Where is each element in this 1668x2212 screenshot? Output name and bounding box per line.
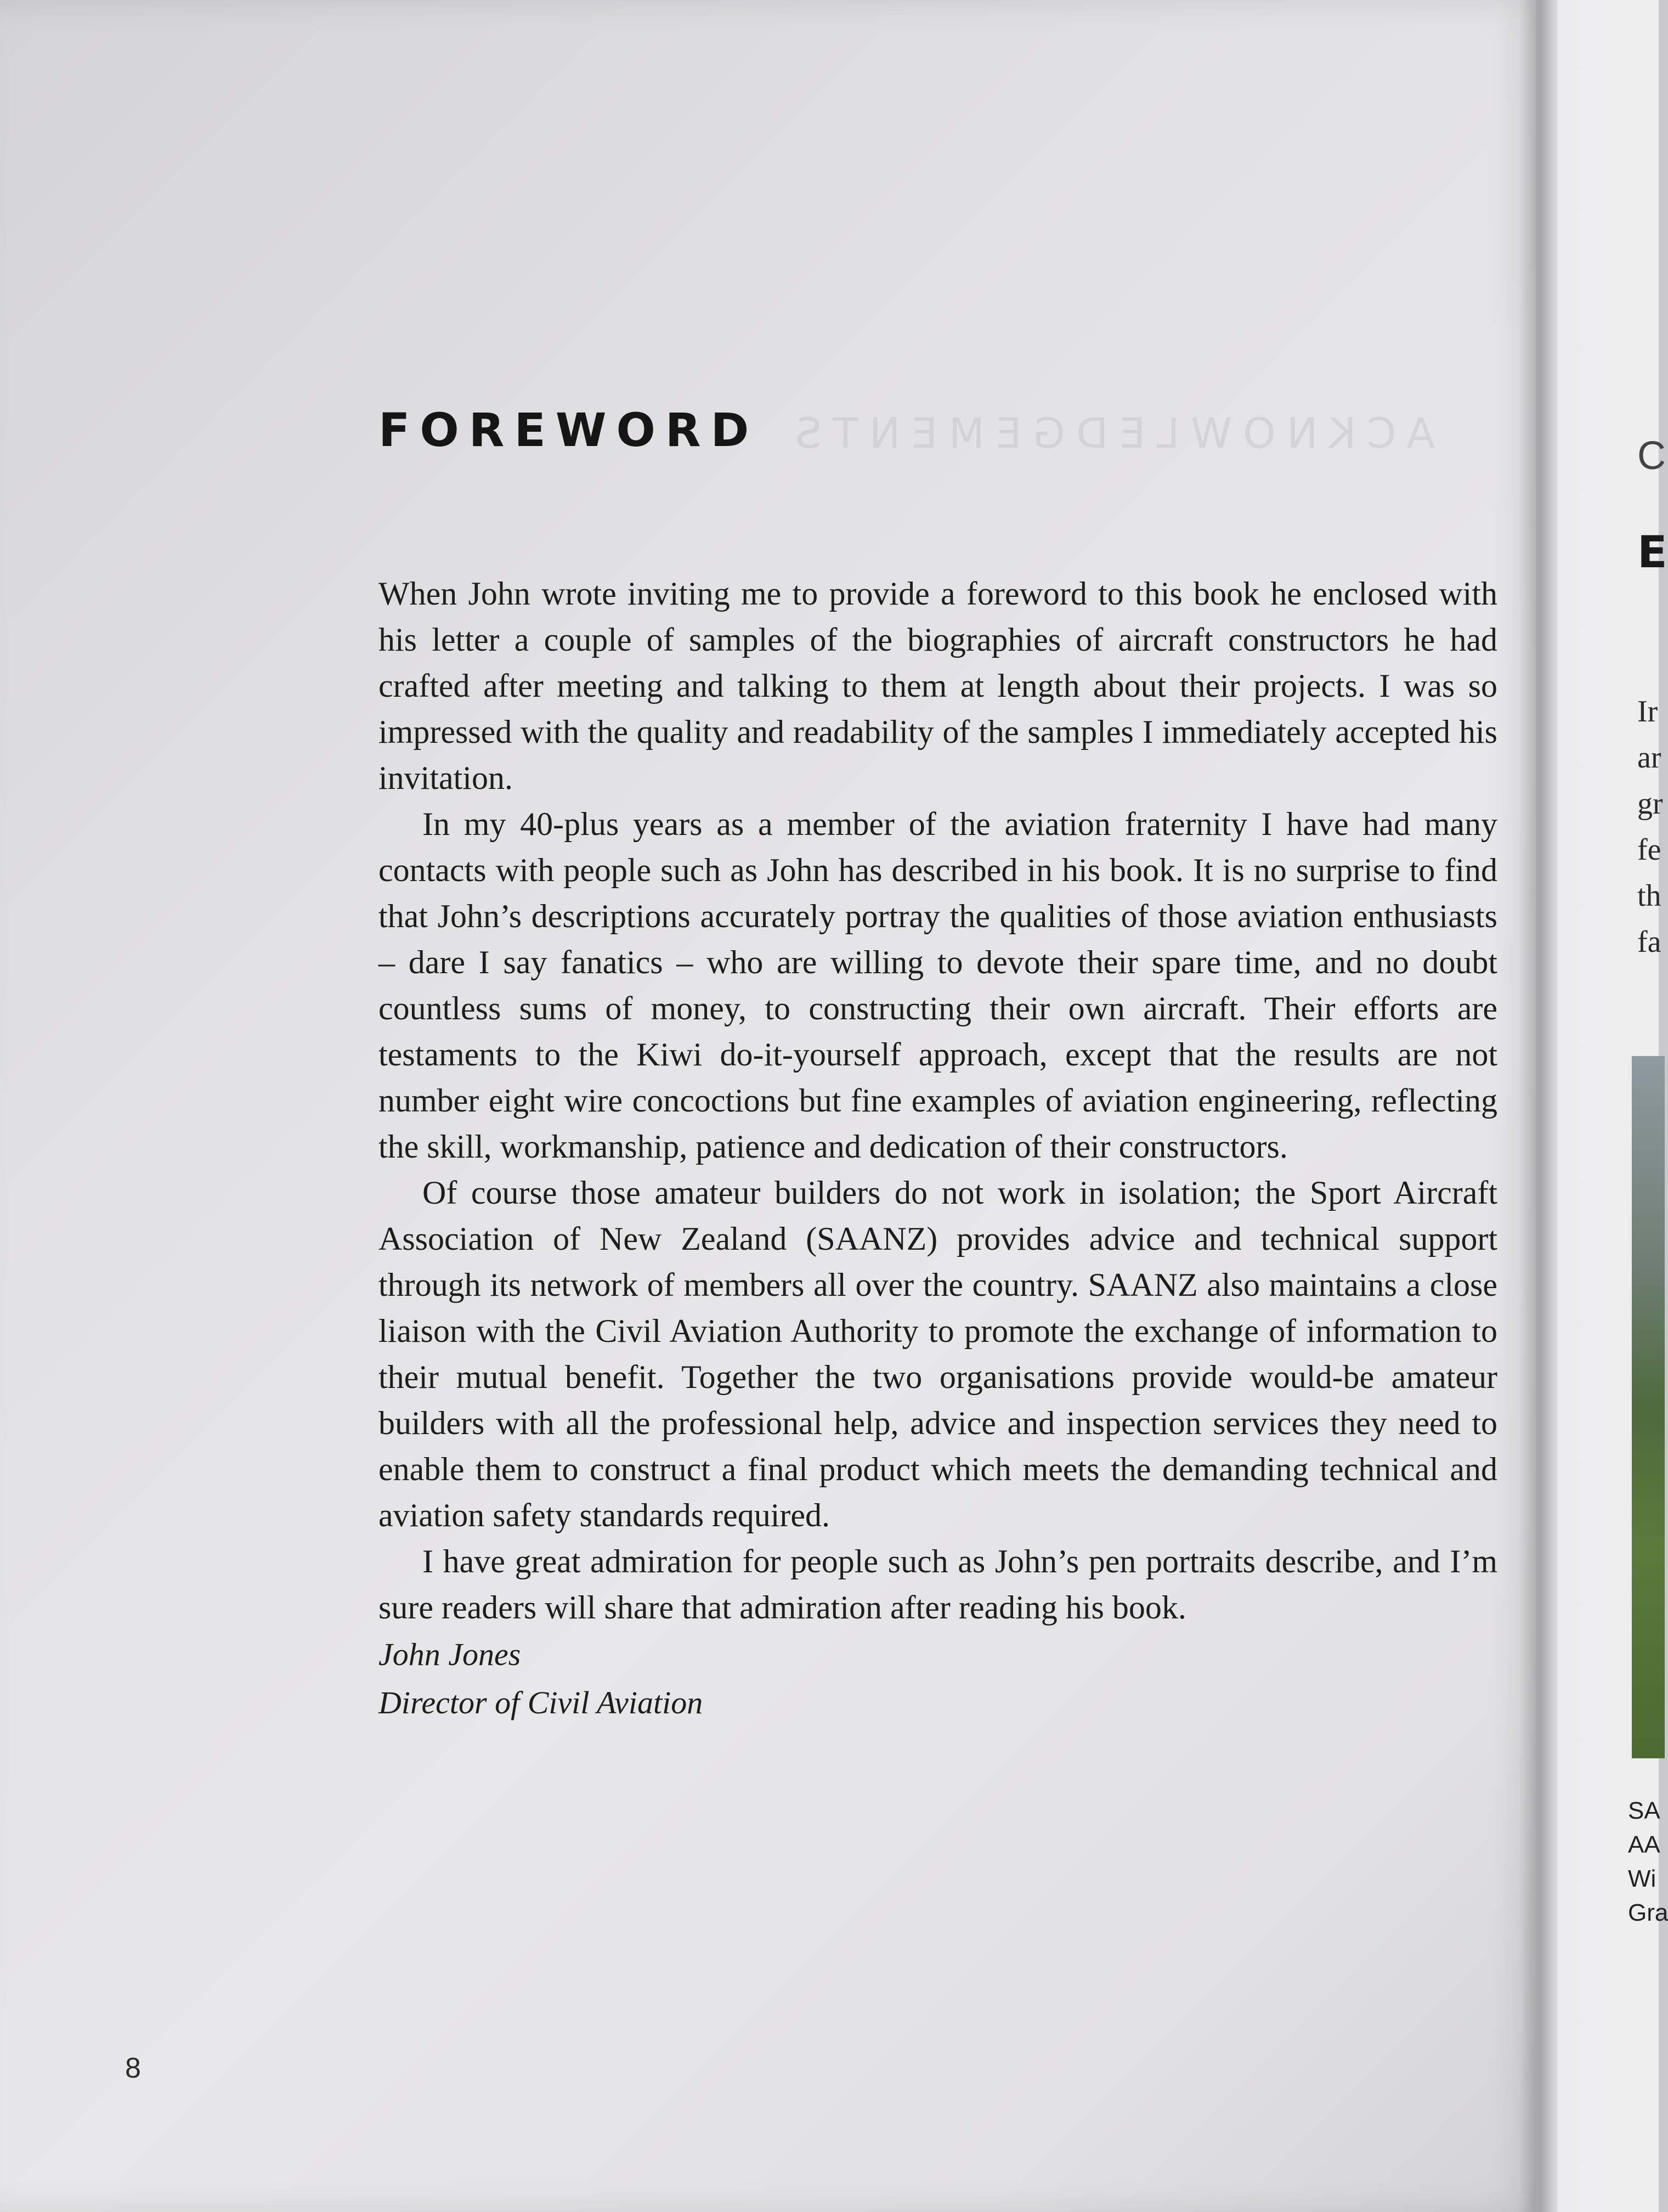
facing-line: gr — [1637, 787, 1663, 821]
caption-line: Gra — [1628, 1899, 1668, 1926]
facing-page-subheading: E — [1637, 527, 1667, 578]
facing-line: fe — [1637, 833, 1661, 867]
book-gutter — [1519, 0, 1558, 2212]
caption-line: SA — [1628, 1797, 1660, 1824]
caption-line: AA — [1628, 1831, 1660, 1858]
paragraph-3: Of course those amateur builders do not work in isolation; the Sport Aircraft Association of New Zealand (SAANZ) provides advice and technical support through its network of members all over the country. SAANZ also maintains a close liaison with the Civil Aviation Authority to promote the exchange of information to their mutual benefit. Together the two organisations provide would-be amateur builders with all the professional help, advice and inspection services they need to enable them to construct a final product which meets the demanding technical and aviation safety standards required. — [378, 1175, 1497, 1533]
show-through-heading: ACKNOWLEDGEMENTS — [784, 409, 1435, 458]
facing-page-text — [1637, 689, 1663, 965]
facing-line: Ir — [1637, 695, 1658, 729]
paragraph-2: In my 40-plus years as a member of the aviation fraternity I have had many contacts with people such as John has described in his book. It is no surprise to find that John’s descriptions accurately portray the qualities of those aviation enthusiasts – dare I say fanatics – who are willing to devote their spare time, and no doubt countless sums of money, to constructing their own aircraft. Their efforts are testaments to the Kiwi do-it-yourself approach, except that the results are not number eight wire concoctions but fine examples of aviation engineering, reflecting the skill, workmanship, patience and dedication of their constructors. — [378, 806, 1497, 1165]
paragraph-4: I have great admiration for people such as John’s pen portraits describe, and I’m sure readers will share that admiration after reading his book. — [378, 1543, 1497, 1626]
signature-name: John Jones — [378, 1637, 521, 1672]
facing-page-heading: C — [1637, 434, 1666, 478]
facing-line: th — [1637, 879, 1661, 913]
caption-line: Wi — [1628, 1865, 1656, 1892]
facing-line: fa — [1637, 925, 1661, 959]
page-number: 8 — [125, 2052, 141, 2084]
paragraph-1: When John wrote inviting me to provide a foreword to this book he enclosed with his letter a couple of samples of the biographies of aircraft constructors he had crafted after meeting and talking to them at length about their projects. I was so impressed with the quality and readability of the samples I immediately accepted his invitation. — [378, 575, 1497, 796]
facing-page-photo — [1632, 1056, 1665, 1758]
page-title: FOREWORD — [378, 403, 759, 457]
signature-title: Director of Civil Aviation — [378, 1685, 703, 1720]
facing-line: ar — [1637, 741, 1661, 775]
facing-page-caption — [1628, 1794, 1668, 1930]
foreword-body — [378, 571, 1497, 1727]
